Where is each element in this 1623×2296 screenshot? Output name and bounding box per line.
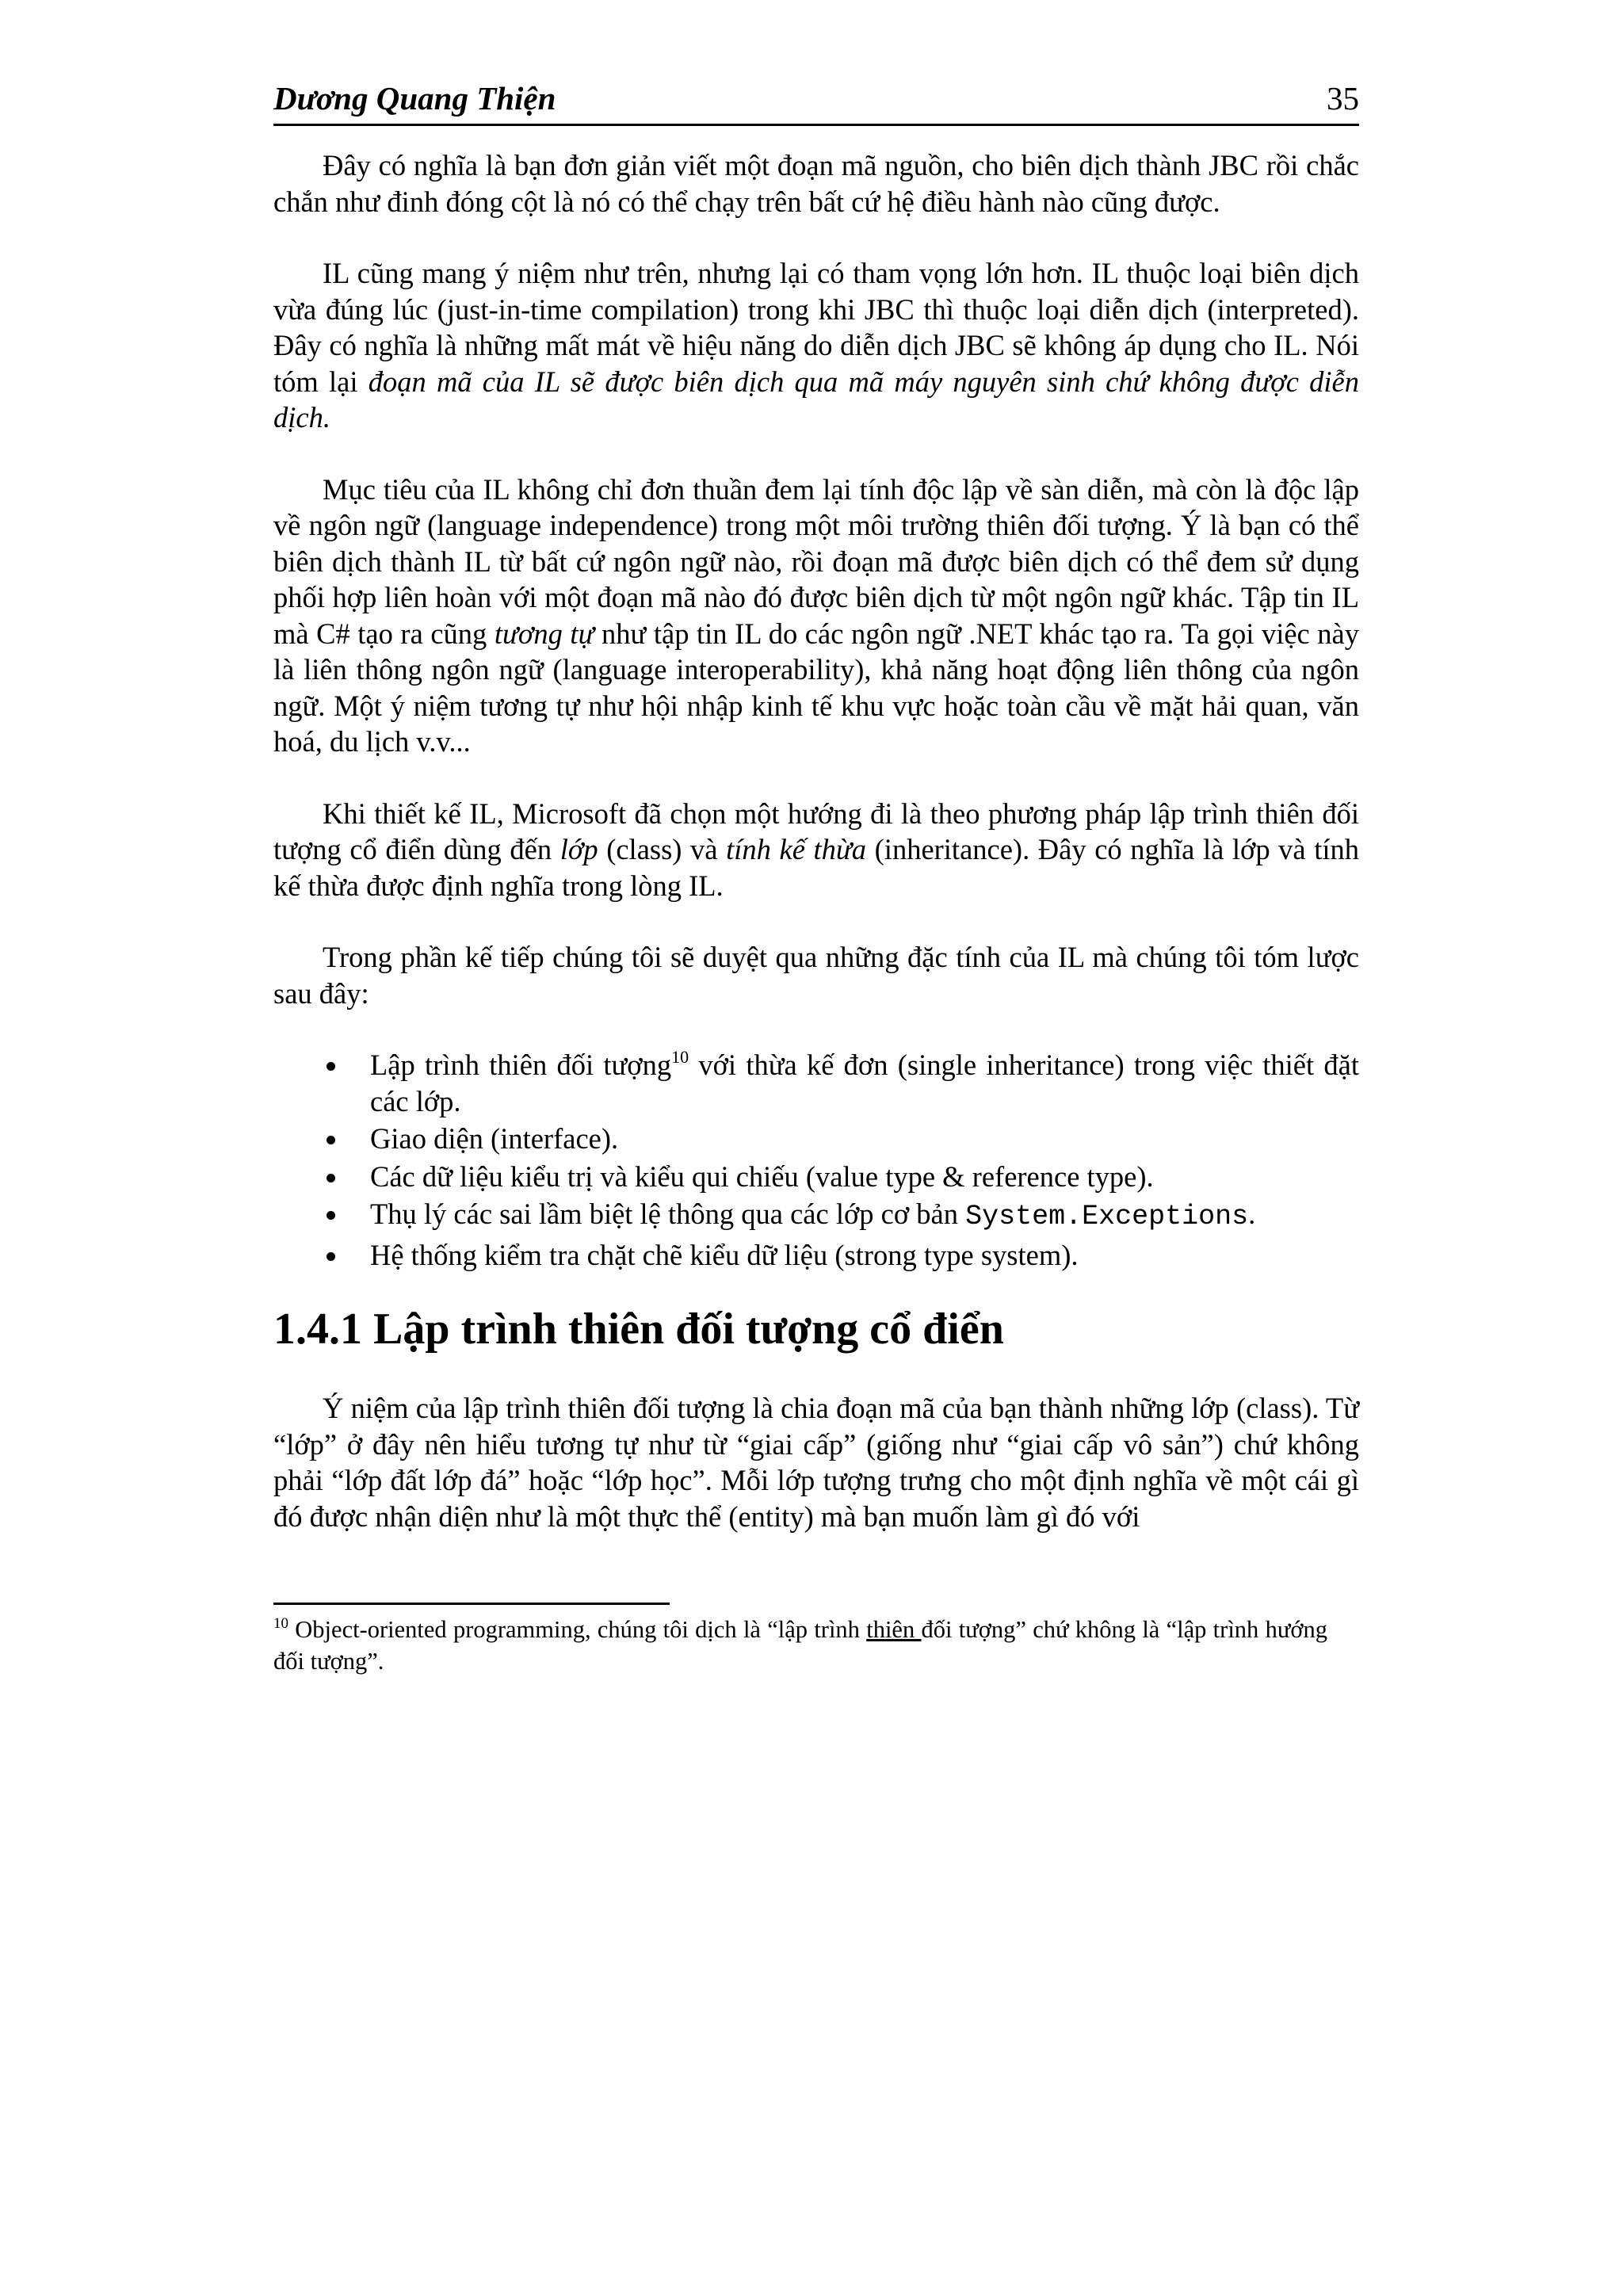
- footnote-divider: [273, 1603, 670, 1605]
- italic-text: đoạn mã của IL sẽ được biên dịch qua mã máy nguyên sinh chứ không được diễn dịch.: [273, 365, 1359, 434]
- paragraph-text: (class) và: [598, 833, 727, 865]
- list-item: [273, 1237, 1359, 1274]
- paragraph-text: Đây có nghĩa là bạn đơn giản viết một đoạn mã nguồn, cho biên dịch thành JBC rồi chắc chắn như đinh đóng cột là nó có thể chạy trên bất cứ hệ điều hành nào cũng được.: [273, 149, 1359, 218]
- paragraph-oop-design: [273, 796, 1359, 904]
- header-author: Dương Quang Thiện: [273, 80, 556, 117]
- paragraph-text: Trong phần kế tiếp chúng tôi sẽ duyệt qua những đặc tính của IL mà chúng tôi tóm lược sau đây:: [273, 941, 1359, 1010]
- paragraph-text: Ý niệm của lập trình thiên đối tượng là chia đoạn mã của bạn thành những lớp (class). Từ “lớp” ở đây nên hiểu tương tự như từ “giai cấp” (giống như “giai cấp vô sản”) chứ không phải “lớp đất lớp đá” hoặc “lớp học”. Mỗi lớp tượng trưng cho một định nghĩa về một cái gì đó được nhận diện như là một thực thể (entity) mà bạn muốn làm gì đó với: [273, 1392, 1359, 1533]
- list-item-text: Giao diện (interface).: [370, 1122, 619, 1155]
- paragraph-features-intro: [273, 939, 1359, 1011]
- list-item-text: Lập trình thiên đối tượng: [370, 1049, 672, 1081]
- italic-text: lớp: [559, 833, 598, 865]
- list-item: [273, 1196, 1359, 1236]
- page-header: [273, 78, 1359, 126]
- list-item: [273, 1121, 1359, 1157]
- list-item-text: với thừa kế đơn (single inheritance) trong việc thiết đặt các lớp.: [370, 1049, 1359, 1117]
- paragraph-text: như tập tin IL do các ngôn ngữ .NET khác tạo ra. Ta gọi việc này là liên thông ngôn ngữ (language interoperability), khả năng hoạt động liên thông của ngôn ngữ. Một ý niệm tương tự như hội nhập kinh tế khu vực hoặc toàn cầu về mặt hải quan, văn hoá, du lịch v.v...: [273, 617, 1359, 758]
- paragraph-text: (inheritance). Đây có nghĩa là lớp và tính kế thừa được định nghĩa trong lòng IL.: [273, 833, 1360, 902]
- paragraph-text: Khi thiết kế IL, Microsoft đã chọn một hướng đi là theo phương pháp lập trình thiên đối tượng cổ điển dùng đến: [273, 797, 1359, 865]
- list-item-text: .: [1248, 1198, 1256, 1230]
- list-item-text: Thụ lý các sai lầm biệt lệ thông qua các lớp cơ bản: [370, 1198, 966, 1230]
- paragraph-il-jit: [273, 255, 1359, 436]
- list-item-text: Hệ thống kiểm tra chặt chẽ kiểu dữ liệu (strong type system).: [370, 1238, 1079, 1271]
- list-item: [273, 1159, 1359, 1195]
- underlined-text: thiên: [866, 1616, 922, 1643]
- code-text: System.Exceptions: [965, 1201, 1249, 1232]
- body-text: [273, 147, 1359, 1570]
- bullet-icon: [327, 1174, 335, 1182]
- paragraph-text: IL cũng mang ý niệm như trên, nhưng lại có tham vọng lớn hơn. IL thuộc loại biên dịch vừa đúng lúc (just-in-time compilation) trong khi JBC thì thuộc loại diễn dịch (interpreted). Đây có nghĩa là những mất mát về hiệu năng do diễn dịch JBC sẽ không áp dụng cho IL. Nói tóm lại: [273, 257, 1359, 398]
- footnote: [273, 1614, 1327, 1677]
- list-item: [273, 1047, 1359, 1119]
- italic-text: tính kế thừa: [726, 833, 867, 865]
- footnote-text: đối tượng” chứ không là “lập trình hướng đối tượng”.: [273, 1616, 1327, 1675]
- bullet-icon: [327, 1211, 335, 1220]
- paragraph-text: Mục tiêu của IL không chỉ đơn thuần đem lại tính độc lập về sàn diễn, mà còn là độc lập về ngôn ngữ (language independence) trong một môi trường thiên đối tượng. Ý là bạn có thể biên dịch thành IL từ bất cứ ngôn ngữ nào, rồi đoạn mã được biên dịch có thể đem sử dụng phối hợp liên hoàn với một đoạn mã nào đó được biên dịch từ một ngôn ngữ khác. Tập tin IL mà C# tạo ra cũng: [273, 472, 1359, 650]
- footnote-number: 10: [273, 1615, 288, 1632]
- bullet-icon: [327, 1252, 335, 1261]
- footnote-marker[interactable]: 10: [671, 1047, 689, 1067]
- section-heading: 1.4.1 Lập trình thiên đối tượng cổ điển: [273, 1305, 1004, 1354]
- footnote-text: Object-oriented programming, chúng tôi dịch là “lập trình: [288, 1616, 867, 1643]
- feature-list: [273, 1047, 1359, 1273]
- list-item-text: Các dữ liệu kiểu trị và kiểu qui chiếu (value type & reference type).: [370, 1159, 1154, 1193]
- page-number: 35: [1327, 80, 1359, 117]
- paragraph-jbc: [273, 147, 1359, 220]
- italic-text: tương tự: [494, 617, 594, 650]
- paragraph-oop-concept: [273, 1390, 1359, 1534]
- paragraph-language-independence: [273, 472, 1359, 760]
- bullet-icon: [327, 1062, 335, 1071]
- bullet-icon: [327, 1136, 335, 1144]
